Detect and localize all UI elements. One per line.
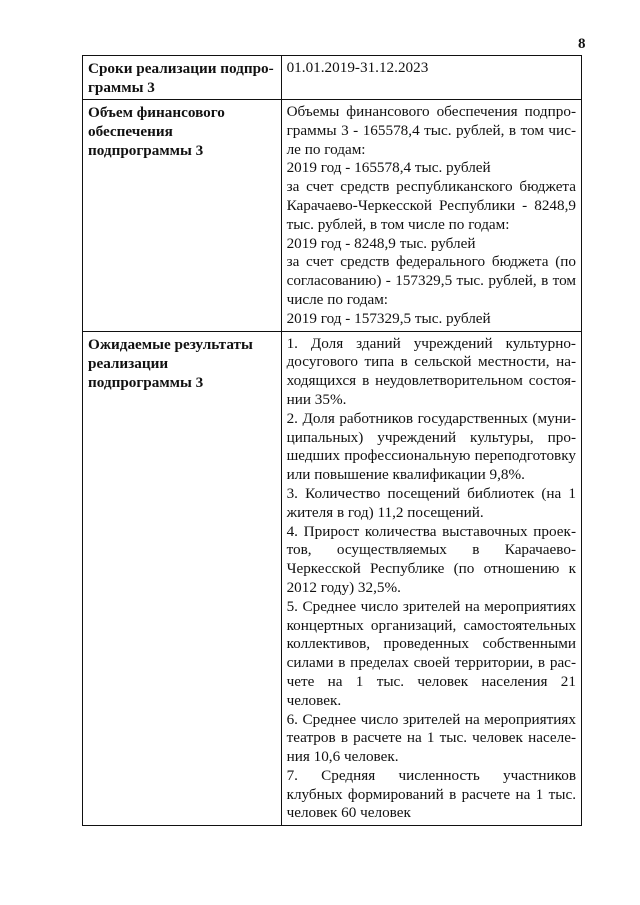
period-text: 01.01.2019-31.12.2023 xyxy=(286,59,429,76)
value-expected-results xyxy=(281,331,581,826)
label-implementation-period: Сроки реализации подпрограммы 3 xyxy=(83,56,282,100)
result-item-6: 6. Среднее число зрителей на мероприятиях театров в расчете на 1 тыс. человек населения 10,6 человек. xyxy=(286,710,576,766)
subprogram-passport-table xyxy=(82,55,582,826)
page-number: 8 xyxy=(578,36,586,52)
label-expected-results: Ожидаемые результаты реализации подпрограммы 3 xyxy=(83,331,282,826)
result-item-1: 1. Доля зданий учреждений культурно-досугового типа в сельской местности, находящихся в неудовлетворительном состоянии 35%. xyxy=(286,334,576,408)
funding-republic: за счет средств республиканского бюджета Карачаево-Черкесской Республики - 8248,9 тыс. рублей, в том числе по годам: xyxy=(286,178,576,233)
funding-total-year: 2019 год - 165578,4 тыс. рублей xyxy=(286,159,491,177)
label-funding-volume: Объем финансового обеспечения подпрограммы 3 xyxy=(83,100,282,332)
table-row-funding-volume xyxy=(83,100,582,332)
value-funding-volume xyxy=(281,100,581,332)
table-row-implementation-period xyxy=(83,56,582,100)
funding-federal-year: 2019 год - 157329,5 тыс. рублей xyxy=(286,309,491,327)
result-item-7: 7. Средняя численность участников клубных формирований в расчете на 1 тыс. человек 60 человек xyxy=(286,766,576,822)
result-item-2: 2. Доля работников государственных (муниципальных) учреждений культуры, прошедших профессиональную переподготовку или повышение квалификации 9,8%. xyxy=(286,409,576,484)
result-item-4: 4. Прирост количества выставочных проектов, осуществляемых в Карачаево-Черкесской Республике (по отношению к 2012 году) 32,5%. xyxy=(286,522,576,596)
funding-federal: за счет средств федерального бюджета (по согласованию) - 157329,5 тыс. рублей, в том числе по годам: xyxy=(286,253,576,308)
funding-total: Объемы финансового обеспечения подпрограммы 3 - 165578,4 тыс. рублей, в том числе по годам: xyxy=(286,103,576,158)
value-implementation-period xyxy=(281,56,581,100)
table-row-expected-results xyxy=(83,331,582,826)
funding-republic-year: 2019 год - 8248,9 тыс. рублей xyxy=(286,234,476,252)
result-item-3: 3. Количество посещений библиотек (на 1 жителя в год) 11,2 посещений. xyxy=(286,484,576,521)
result-item-5: 5. Среднее число зрителей на мероприятиях концертных организаций, самостоятельных коллективов, проведенных собственными силами в пределах своей территории, в расчете на 1 тыс. человек населения 21 человек. xyxy=(286,597,576,709)
